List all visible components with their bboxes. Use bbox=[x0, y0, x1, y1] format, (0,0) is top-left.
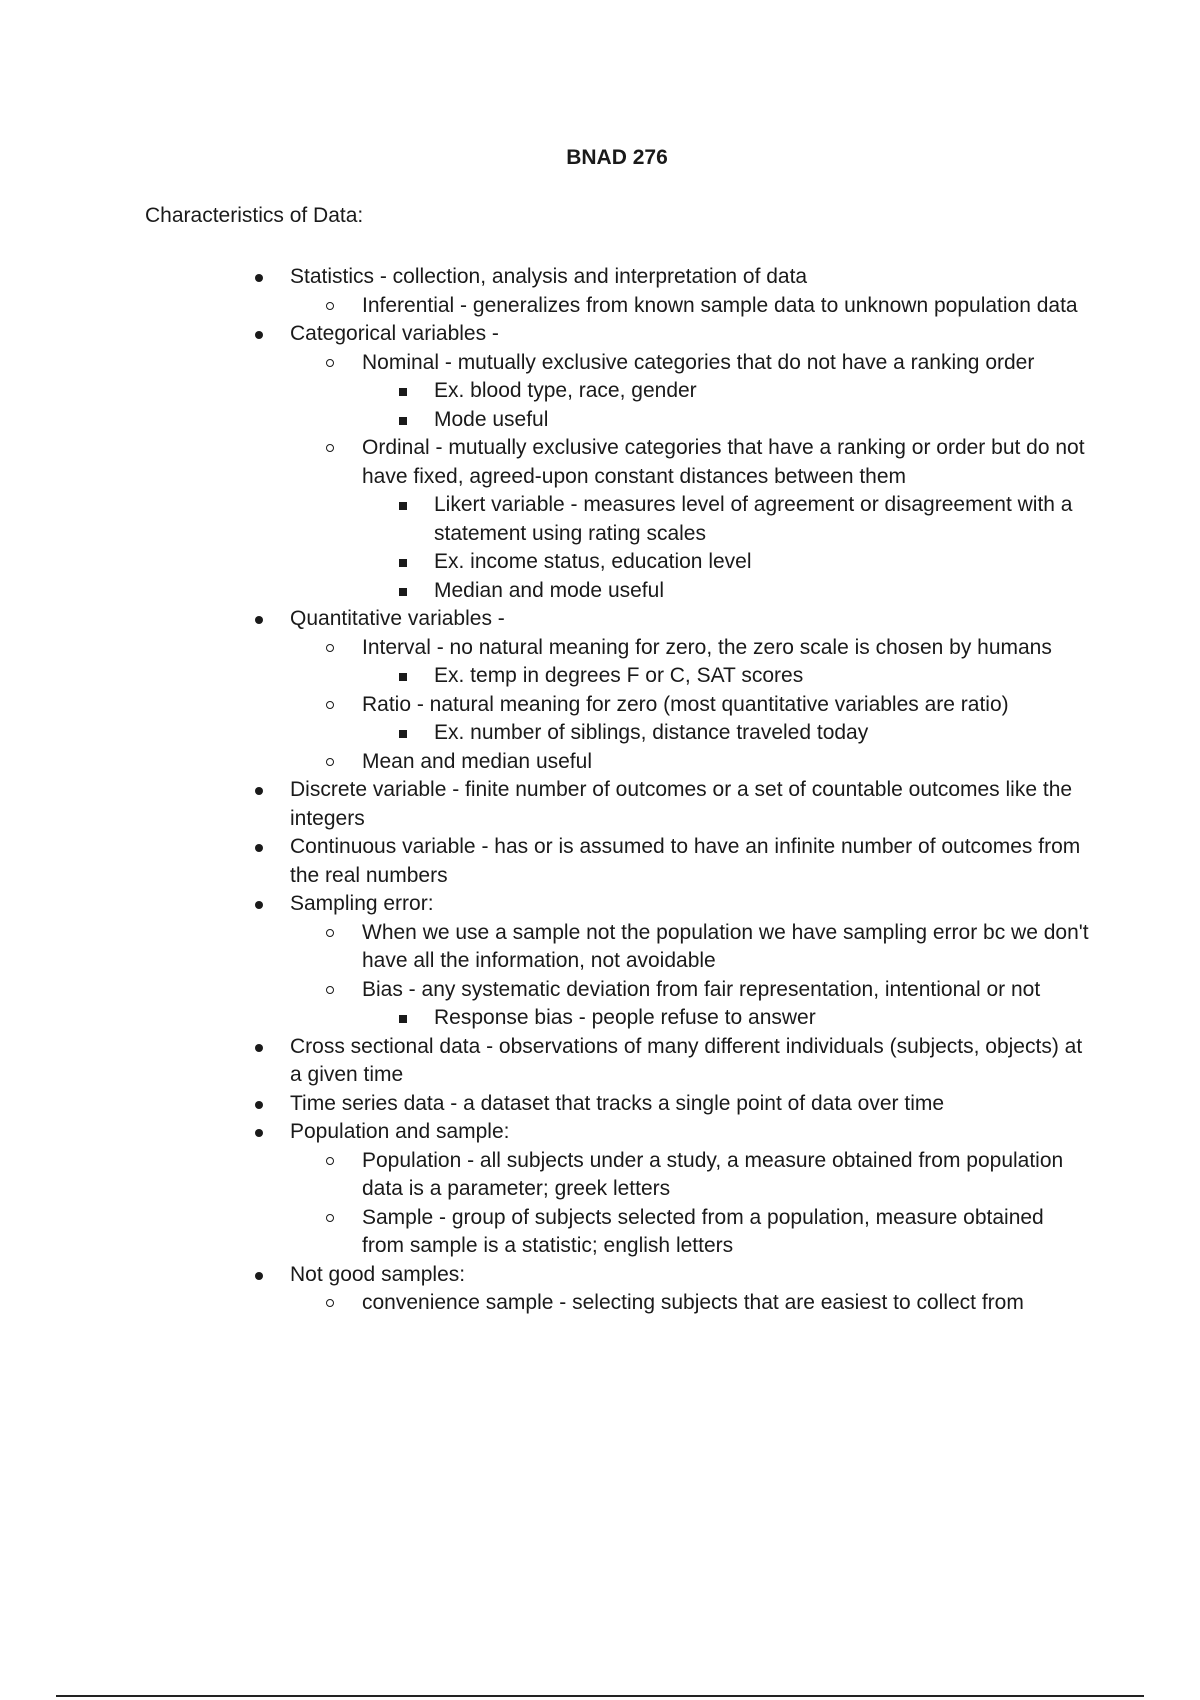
list-item: Mean and median useful bbox=[362, 748, 1090, 777]
list-item: Ex. temp in degrees F or C, SAT scores bbox=[434, 662, 1090, 691]
list-item: Sample - group of subjects selected from a population, measure obtained from sample is a statistic; english letters bbox=[362, 1204, 1090, 1261]
list-item: Ex. income status, education level bbox=[434, 548, 1090, 577]
list-item: Statistics - collection, analysis and interpretation of data Inferential - generalizes from known sample data to unknown population data bbox=[290, 263, 1090, 320]
list-item: When we use a sample not the population we have sampling error bc we don't have all the information, not avoidable bbox=[362, 919, 1090, 976]
list-item: Bias - any systematic deviation from fair representation, intentional or not Response bias - people refuse to answer bbox=[362, 976, 1090, 1033]
list-item: Population - all subjects under a study, a measure obtained from population data is a parameter; greek letters bbox=[362, 1147, 1090, 1204]
section-heading: Characteristics of Data: bbox=[145, 204, 364, 227]
list-item: Nominal - mutually exclusive categories that do not have a ranking order Ex. blood type, race, gender Mode useful bbox=[362, 349, 1090, 435]
list-item: Continuous variable - has or is assumed to have an infinite number of outcomes from the real numbers bbox=[290, 833, 1090, 890]
list-item: Categorical variables - Nominal - mutually exclusive categories that do not have a ranking order Ex. blood type, race, gender Mode useful Ordinal - mutually exclusive categories that have a ranking or order but do not have fixed, agreed-upon constant distances between them Likert variable - measures level of agreement or disagreement with a statement using rating scales Ex. income status, education level Median and mode useful bbox=[290, 320, 1090, 605]
list-item: Ratio - natural meaning for zero (most quantitative variables are ratio) Ex. number of siblings, distance traveled today bbox=[362, 691, 1090, 748]
notes-list bbox=[290, 263, 1090, 1318]
list-item: Response bias - people refuse to answer bbox=[434, 1004, 1090, 1033]
list-item: Not good samples: convenience sample - selecting subjects that are easiest to collect from bbox=[290, 1261, 1090, 1318]
list-item: Mode useful bbox=[434, 406, 1090, 435]
list-item: Ex. blood type, race, gender bbox=[434, 377, 1090, 406]
page-divider bbox=[56, 1695, 1144, 1697]
list-item: Discrete variable - finite number of outcomes or a set of countable outcomes like the integers bbox=[290, 776, 1090, 833]
list-item: Median and mode useful bbox=[434, 577, 1090, 606]
list-item: Quantitative variables - Interval - no natural meaning for zero, the zero scale is chosen by humans Ex. temp in degrees F or C, SAT scores Ratio - natural meaning for zero (most quantitative variables are ratio) Ex. number of siblings, distance traveled today Mean and median useful bbox=[290, 605, 1090, 776]
list-item: Interval - no natural meaning for zero, the zero scale is chosen by humans Ex. temp in degrees F or C, SAT scores bbox=[362, 634, 1090, 691]
list-item: Likert variable - measures level of agreement or disagreement with a statement using rating scales bbox=[434, 491, 1090, 548]
list-item: Population and sample: Population - all subjects under a study, a measure obtained from population data is a parameter; greek letters Sample - group of subjects selected from a population, measure obtained from sample is a statistic; english letters bbox=[290, 1118, 1090, 1261]
list-item: convenience sample - selecting subjects that are easiest to collect from bbox=[362, 1289, 1090, 1318]
list-item: Time series data - a dataset that tracks a single point of data over time bbox=[290, 1090, 1090, 1119]
list-item: Ex. number of siblings, distance traveled today bbox=[434, 719, 1090, 748]
list-item: Ordinal - mutually exclusive categories that have a ranking or order but do not have fixed, agreed-upon constant distances between them Likert variable - measures level of agreement or disagreement with a statement using rating scales Ex. income status, education level Median and mode useful bbox=[362, 434, 1090, 605]
list-item: Cross sectional data - observations of many different individuals (subjects, objects) at a given time bbox=[290, 1033, 1090, 1090]
document-title: BNAD 276 bbox=[566, 146, 668, 169]
list-item: Sampling error: When we use a sample not the population we have sampling error bc we don't have all the information, not avoidable Bias - any systematic deviation from fair representation, intentional or not Response bias - people refuse to answer bbox=[290, 890, 1090, 1033]
list-item: Inferential - generalizes from known sample data to unknown population data bbox=[362, 292, 1090, 321]
